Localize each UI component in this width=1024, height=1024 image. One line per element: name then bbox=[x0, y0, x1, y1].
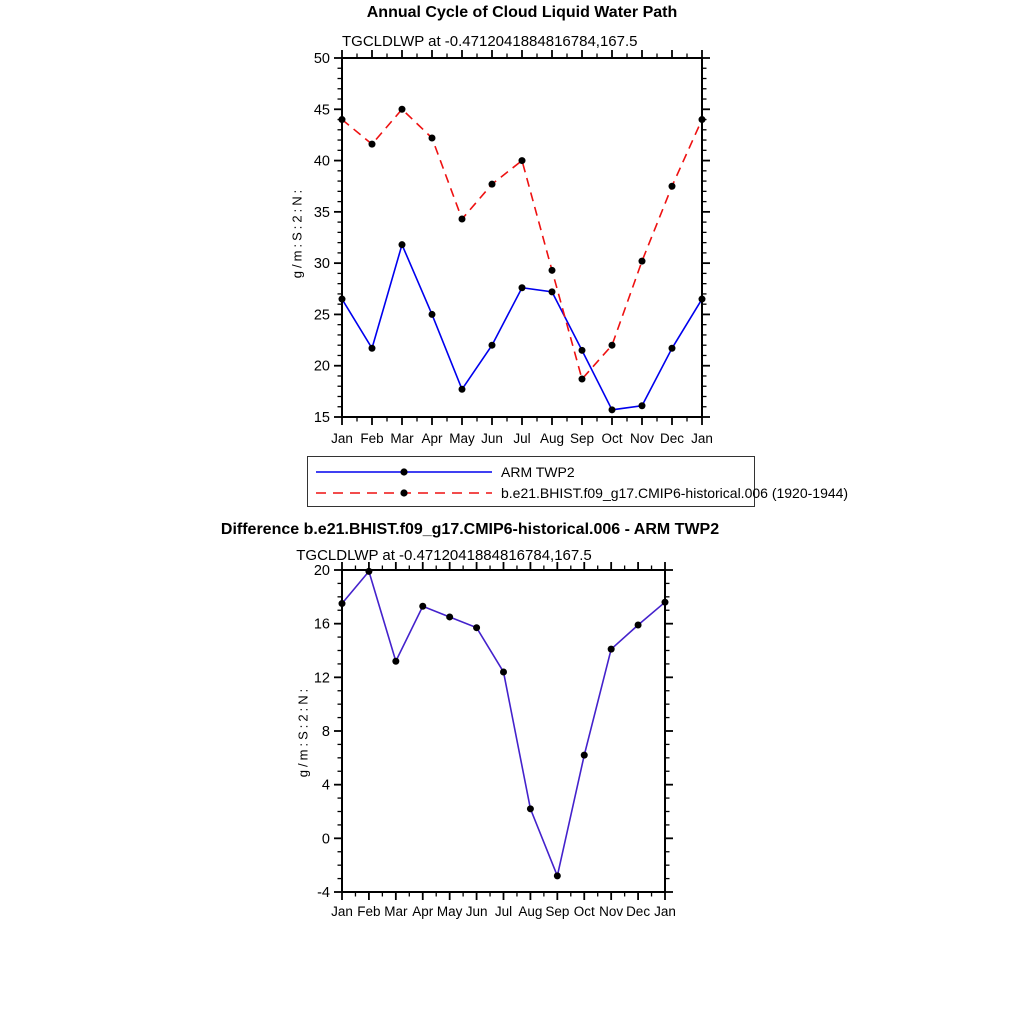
chart2-series-0-line bbox=[342, 571, 665, 876]
legend-label-model: b.e21.BHIST.f09_g17.CMIP6-historical.006 (1920-1944) bbox=[501, 484, 849, 501]
chart2-series-0-marker bbox=[392, 658, 399, 665]
chart1-y-tick-label: 25 bbox=[313, 307, 330, 324]
chart1-frame bbox=[342, 58, 702, 417]
chart2-series-0-marker bbox=[581, 752, 588, 759]
chart1-x-tick-label: Jul bbox=[513, 431, 531, 446]
chart1-x-tick-label: Jan bbox=[331, 431, 353, 446]
chart2-x-tick-label: Mar bbox=[384, 904, 408, 919]
chart2-series-0-marker bbox=[662, 599, 669, 606]
legend-marker-dot bbox=[400, 468, 407, 475]
chart2-x-tick-label: Sep bbox=[545, 904, 570, 919]
chart2-x-tick-label: Aug bbox=[518, 904, 543, 919]
chart1-series-1-marker bbox=[699, 116, 706, 123]
legend-marker-dot bbox=[400, 489, 407, 496]
chart2-series-0-marker bbox=[446, 613, 453, 620]
chart2-y-tick-label: 12 bbox=[313, 670, 330, 687]
chart2-series-0-marker bbox=[500, 668, 507, 675]
chart2-subtitle: TGCLDLWP at -0.4712041884816784,167.5 bbox=[296, 547, 592, 564]
chart2-series-0-marker bbox=[473, 624, 480, 631]
chart2-series-0-marker bbox=[608, 646, 615, 653]
legend-solid-line-sample bbox=[313, 465, 495, 479]
chart1-x-tick-label: Sep bbox=[569, 431, 595, 446]
chart1-series-1-marker bbox=[339, 116, 346, 123]
chart2-series-0-marker bbox=[365, 568, 372, 575]
chart1-x-tick-label: Apr bbox=[421, 431, 443, 446]
chart1-series-0-marker bbox=[579, 347, 586, 354]
chart2-series-0-marker bbox=[419, 603, 426, 610]
chart1-series-0-marker bbox=[459, 386, 466, 393]
chart1-x-tick-label: Nov bbox=[629, 431, 655, 446]
chart1-series-0-marker bbox=[549, 288, 556, 295]
chart1-x-tick-label: Aug bbox=[539, 431, 565, 446]
chart1-series-1-marker bbox=[489, 181, 496, 188]
legend-label-arm: ARM TWP2 bbox=[501, 463, 575, 480]
chart1-series-1-marker bbox=[369, 141, 376, 148]
chart1-x-tick-label: Dec bbox=[659, 431, 685, 446]
chart1-series-1-marker bbox=[429, 135, 436, 142]
chart2-series-0-marker bbox=[635, 622, 642, 629]
chart1-y-tick-label: 50 bbox=[313, 51, 330, 67]
chart1-series-1-marker bbox=[579, 376, 586, 383]
chart1-series-1-line bbox=[342, 109, 702, 379]
legend-dashed-line-sample bbox=[313, 486, 495, 500]
chart1-subtitle: TGCLDLWP at -0.4712041884816784,167.5 bbox=[342, 33, 638, 50]
chart1-series-0-marker bbox=[489, 342, 496, 349]
chart2-series-0-marker bbox=[527, 805, 534, 812]
chart1-series-0-marker bbox=[699, 296, 706, 303]
chart1-series-1-marker bbox=[549, 267, 556, 274]
chart2-y-tick-label: 16 bbox=[313, 616, 330, 633]
chart1-y-tick-label: 30 bbox=[313, 256, 330, 273]
chart1-title: Annual Cycle of Cloud Liquid Water Path bbox=[366, 4, 678, 21]
chart1-x-tick-label: Feb bbox=[360, 431, 384, 446]
chart2-x-tick-label: Nov bbox=[599, 904, 624, 919]
chart1-x-tick-label: Jun bbox=[481, 431, 503, 446]
chart1-series-0-marker bbox=[639, 402, 646, 409]
chart1-x-tick-label: Jan bbox=[691, 431, 713, 446]
chart2-series-0-marker bbox=[554, 872, 561, 879]
chart2-x-tick-label: Dec bbox=[626, 904, 651, 919]
chart1-series-0-marker bbox=[339, 296, 346, 303]
chart1-y-tick-label: 15 bbox=[313, 410, 330, 426]
chart2-title: Difference b.e21.BHIST.f09_g17.CMIP6-historical.006 - ARM TWP2 bbox=[220, 521, 720, 538]
chart2-y-tick-label: -4 bbox=[317, 885, 330, 901]
chart1-y-tick-label: 45 bbox=[313, 102, 330, 119]
chart1-y-tick-label: 40 bbox=[313, 153, 330, 170]
chart1-series-1-marker bbox=[399, 106, 406, 113]
chart2-x-tick-label: May bbox=[436, 904, 463, 919]
chart2-y-tick-label: 4 bbox=[321, 777, 330, 794]
chart1-series-1-marker bbox=[669, 183, 676, 190]
chart1-x-tick-label: May bbox=[449, 431, 475, 446]
chart1-series-0-marker bbox=[609, 406, 616, 413]
chart1-series-0-marker bbox=[429, 311, 436, 318]
chart2-y-tick-label: 8 bbox=[321, 724, 330, 740]
chart1-series-1-marker bbox=[609, 342, 616, 349]
chart1-y-tick-label: 20 bbox=[313, 358, 330, 375]
chart2-x-tick-label: Apr bbox=[412, 904, 434, 919]
chart2-x-tick-label: Jul bbox=[494, 904, 513, 919]
chart1-series-1-marker bbox=[519, 157, 526, 164]
chart1-y-tick-label: 35 bbox=[313, 204, 330, 221]
chart1-x-tick-label: Mar bbox=[390, 431, 414, 446]
chart2-y-tick-label: 20 bbox=[313, 563, 330, 579]
chart2-x-tick-label: Feb bbox=[357, 904, 381, 919]
chart2-frame bbox=[342, 570, 665, 892]
chart2-series-0-marker bbox=[339, 600, 346, 607]
legend bbox=[307, 456, 849, 507]
chart1-series-1-marker bbox=[459, 216, 466, 223]
chart1-series-0-marker bbox=[669, 345, 676, 352]
chart1-x-tick-label: Oct bbox=[601, 431, 623, 446]
chart2-y-tick-label: 0 bbox=[321, 831, 330, 848]
chart1-series-0-marker bbox=[399, 241, 406, 248]
legend-item-model bbox=[308, 482, 849, 503]
chart1-series-0-marker bbox=[519, 284, 526, 291]
chart1-series-0-line bbox=[342, 245, 702, 410]
chart1-y-axis-label: g/m:S:2:N: bbox=[289, 186, 305, 279]
chart2-y-axis-label: g/m:S:2:N: bbox=[295, 685, 311, 778]
legend-item-arm-twp2 bbox=[308, 461, 754, 482]
chart2-x-tick-label: Oct bbox=[573, 904, 595, 919]
chart2-x-tick-label: Jan bbox=[654, 904, 676, 919]
chart2-x-tick-label: Jan bbox=[331, 904, 353, 919]
chart2-x-tick-label: Jun bbox=[465, 904, 488, 919]
chart1-series-1-marker bbox=[639, 258, 646, 265]
chart1-series-0-marker bbox=[369, 345, 376, 352]
